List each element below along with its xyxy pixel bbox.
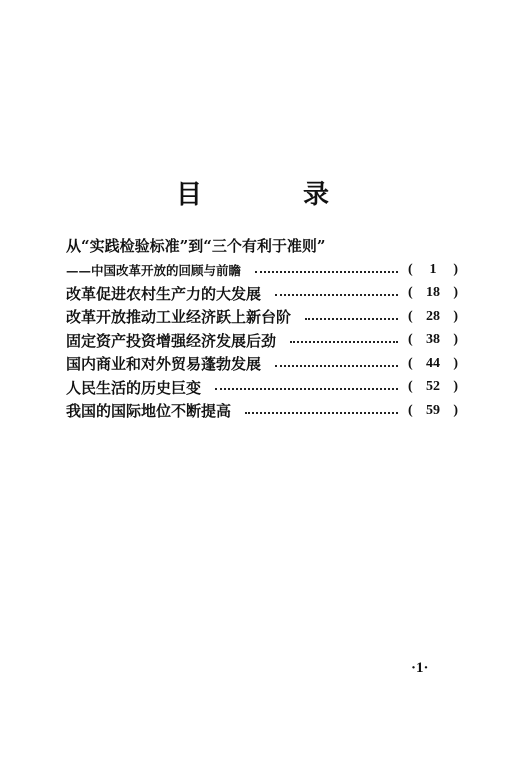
dot-leader bbox=[245, 402, 398, 414]
toc-page-ref bbox=[408, 285, 458, 301]
toc-page-number: 52 bbox=[426, 379, 440, 395]
toc-entry-title: 改革开放推动工业经济跃上新台阶 bbox=[66, 308, 292, 327]
toc-entry-title: 人民生活的历史巨变 bbox=[66, 378, 202, 397]
paren-open: ( bbox=[408, 285, 413, 301]
toc-entry[interactable] bbox=[66, 282, 458, 306]
dot-leader bbox=[275, 284, 398, 296]
page-folio: ·1· bbox=[411, 660, 429, 676]
toc-page-ref bbox=[408, 403, 458, 419]
toc-page-number: 28 bbox=[426, 308, 440, 324]
toc-entry-title: ——中国改革开放的回顾与前瞻 bbox=[66, 262, 242, 278]
toc-entry[interactable] bbox=[66, 352, 458, 376]
paren-open: ( bbox=[408, 402, 413, 418]
paren-open: ( bbox=[408, 308, 413, 324]
toc-page-ref bbox=[408, 309, 458, 325]
paren-close: ) bbox=[453, 355, 458, 371]
paren-close: ) bbox=[453, 308, 458, 324]
toc-entry[interactable] bbox=[66, 305, 458, 329]
paren-close: ) bbox=[453, 332, 458, 348]
toc-heading: 从“实践检验标准”到“三个有利于准则” bbox=[66, 237, 326, 255]
paren-close: ) bbox=[453, 285, 458, 301]
toc-page-number: 59 bbox=[426, 402, 440, 418]
paren-close: ) bbox=[453, 261, 458, 277]
dot-leader bbox=[290, 331, 398, 343]
toc-entry-title: 改革促进农村生产力的大发展 bbox=[66, 284, 262, 303]
toc-entry[interactable] bbox=[66, 329, 458, 353]
toc-page-ref bbox=[408, 356, 458, 372]
toc-page-ref bbox=[408, 332, 458, 348]
toc-page-number: 1 bbox=[429, 261, 437, 277]
dot-leader bbox=[255, 261, 398, 273]
paren-open: ( bbox=[408, 261, 413, 277]
paren-open: ( bbox=[408, 355, 413, 371]
paren-close: ) bbox=[453, 402, 458, 418]
toc-entry[interactable] bbox=[66, 399, 458, 423]
paren-close: ) bbox=[453, 379, 458, 395]
dot-leader bbox=[275, 355, 398, 367]
table-of-contents bbox=[66, 235, 458, 423]
toc-entry[interactable] bbox=[66, 376, 458, 400]
dot-leader bbox=[305, 308, 398, 320]
toc-page-ref bbox=[408, 262, 458, 278]
paren-open: ( bbox=[408, 379, 413, 395]
toc-entry[interactable] bbox=[66, 258, 458, 282]
dot-leader bbox=[215, 378, 398, 390]
toc-page-number: 44 bbox=[426, 355, 440, 371]
toc-entry-title: 国内商业和对外贸易蓬勃发展 bbox=[66, 355, 262, 374]
toc-page-ref bbox=[408, 379, 458, 395]
toc-entry-title: 我国的国际地位不断提高 bbox=[66, 402, 232, 421]
toc-entry-title: 固定资产投资增强经济发展后劲 bbox=[66, 331, 277, 350]
paren-open: ( bbox=[408, 332, 413, 348]
toc-page-number: 18 bbox=[426, 285, 440, 301]
page-title: 目 录 bbox=[175, 180, 376, 210]
toc-page-number: 38 bbox=[426, 332, 440, 348]
